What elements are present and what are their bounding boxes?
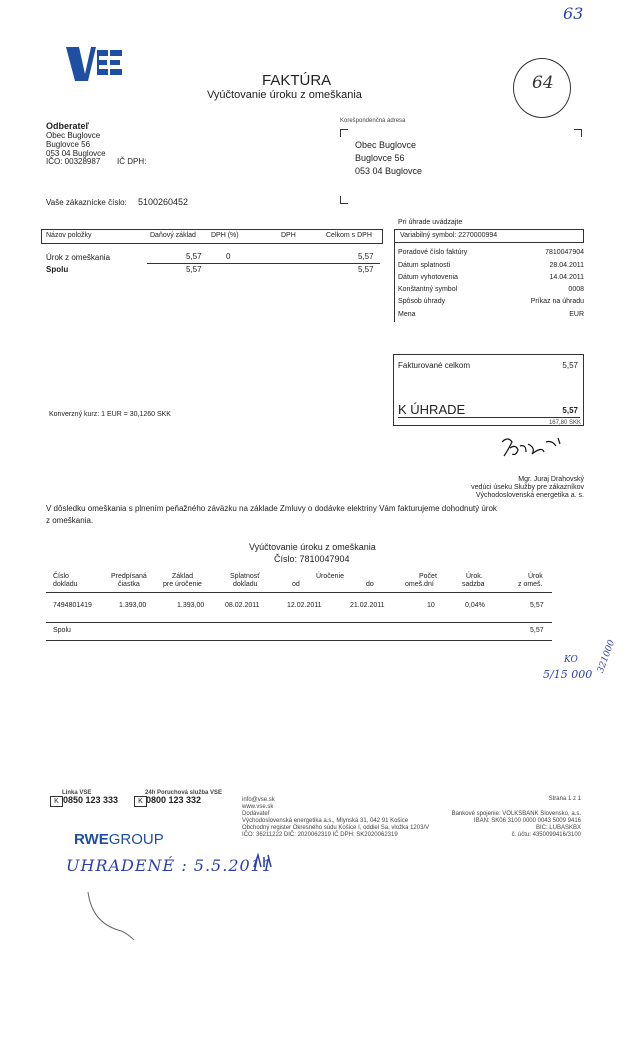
emergency-number: 0800 123 332: [146, 795, 202, 805]
due-date-label: Dátum splatnosti: [398, 262, 451, 269]
rwe-brand: RWE: [74, 831, 109, 848]
interest-row-to: 21.02.2011: [350, 602, 385, 609]
col-prescribed-1: Predpísaná: [111, 573, 147, 580]
col-interest-2: z omeš.: [518, 581, 543, 588]
handwritten-signature: [498, 434, 568, 467]
customer-street: Buglovce 56: [46, 140, 91, 149]
interest-row-interest: 5,57: [530, 602, 544, 609]
signatory-name: Mgr. Juraj Drahovský: [518, 476, 584, 483]
issue-date-label: Dátum vyhotovenia: [398, 274, 458, 281]
amount-due-rule: [398, 417, 580, 418]
amount-due-value: 5,57: [562, 406, 578, 415]
constant-symbol-label: Konštantný symbol: [398, 286, 458, 293]
customer-number-value: 5100260452: [138, 197, 189, 207]
handwritten-initials: 63: [563, 4, 584, 23]
bank-line-2: IBAN: SK06 3100 0000 0043 5009 9416: [473, 818, 581, 824]
col-tax-base: Daňový základ: [150, 232, 196, 239]
handwritten-code: 321000: [596, 638, 618, 675]
interest-row-rate: 0,04%: [465, 602, 485, 609]
handwritten-amount: 5/15 000: [543, 668, 593, 681]
correspondence-name: Obec Buglovce: [355, 140, 417, 150]
payment-note: Pri úhrade uvádzajte: [398, 219, 463, 226]
col-base-1: Základ: [172, 573, 194, 580]
customer-label: Odberateľ: [46, 121, 89, 131]
col-to: do: [366, 581, 374, 588]
col-total: Celkom s DPH: [326, 232, 372, 239]
constant-symbol-value: 0008: [568, 286, 584, 293]
phone-icon: K: [50, 796, 63, 807]
interest-row-days: 10: [427, 602, 435, 609]
amount-due-skk: 167,80 SKK: [548, 420, 581, 426]
payment-method-value: Príkaz na úhradu: [530, 298, 584, 305]
invoice-subtitle: Vyúčtovanie úroku z omeškania: [207, 89, 362, 101]
col-doc-2: dokladu: [53, 581, 78, 588]
corner-mark: [340, 129, 348, 137]
invoice-number-label: Poradové číslo faktúry: [398, 249, 468, 256]
correspondence-city: 053 04 Buglovce: [355, 166, 423, 176]
customer-ic-dph: IČ DPH:: [117, 157, 147, 166]
handwritten-ko: KO: [564, 655, 578, 665]
statement-line-2: z omeškania.: [46, 516, 94, 525]
items-total-sum: 5,57: [358, 265, 374, 274]
payment-info-left-rule: [394, 242, 395, 322]
corner-mark: [340, 196, 348, 204]
items-total-base: 5,57: [186, 265, 202, 274]
variable-symbol: Variabilný symbol: 2270000994: [400, 232, 498, 239]
handwritten-circle-number: 64: [532, 73, 554, 93]
item-row-total: 5,57: [358, 252, 374, 261]
col-maturity-2: dokladu: [233, 581, 258, 588]
corner-mark: [574, 129, 582, 137]
item-row-vat-percent: 0: [226, 252, 231, 261]
interest-table-title: Vyúčtovanie úroku z omeškania: [249, 542, 376, 552]
interest-header-rule: [46, 592, 552, 593]
col-vat-percent: DPH (%): [211, 232, 239, 239]
bank-line-3: BIC: LUBASKBX: [535, 825, 581, 831]
paper-curl: [86, 890, 146, 945]
col-from: od: [292, 581, 300, 588]
supplier-line-2: Obchodný register Okresného súdu Košice I, oddiel Sa, vložka 1203/V: [242, 825, 430, 831]
interest-total-value: 5,57: [530, 627, 544, 634]
col-accrual: Úročenie: [316, 573, 345, 580]
signatory-company: Východoslovenská energetika a. s.: [475, 492, 584, 499]
interest-row-doc: 7494801419: [53, 602, 92, 609]
customer-ico: IČO: 00328987: [46, 157, 101, 166]
invoiced-total-label: Fakturované celkom: [398, 361, 471, 370]
col-base-2: pre úročenie: [163, 581, 202, 588]
statement-line-1: V dôsledku omeškania s plnením peňažného záväzku na základe Zmluvy o dodávke elektriny Vám fakturujeme dohodnutý úrok: [46, 504, 497, 513]
col-maturity-1: Splatnosť: [230, 573, 260, 580]
invoice-title: FAKTÚRA: [262, 72, 332, 89]
item-row-name: Úrok z omeškania: [46, 253, 111, 262]
interest-row-prescribed: 1.393,00: [119, 602, 147, 609]
interest-bottom-rule: [46, 640, 552, 641]
supplier-label: Dodávateľ: [242, 811, 270, 817]
phone-icon: K: [134, 796, 147, 807]
emergency-label: 24h Poruchová služba VSE: [145, 790, 223, 796]
col-item-name: Názov položky: [46, 232, 92, 239]
currency-value: EUR: [569, 311, 584, 318]
amount-due-label: K ÚHRADE: [398, 402, 466, 417]
col-doc-1: Číslo: [53, 573, 69, 580]
col-prescribed-2: čiastka: [118, 581, 140, 588]
line-label: Linka VSE: [62, 790, 92, 796]
signatory-role: vedúci úseku Služby pre zákazníkov: [471, 484, 584, 491]
item-row-base: 5,57: [186, 252, 202, 261]
interest-row-base: 1.393,00: [177, 602, 205, 609]
issue-date-value: 14.04.2011: [549, 274, 584, 281]
col-days-1: Počet: [419, 573, 437, 580]
items-total-label: Spolu: [46, 265, 69, 274]
currency-label: Mena: [398, 311, 416, 318]
due-date-value: 28.04.2011: [549, 262, 584, 269]
payment-method-label: Spôsob úhrady: [398, 298, 446, 305]
col-interest-1: Úrok: [528, 573, 543, 580]
col-rate-1: Úrok.: [466, 573, 483, 580]
rwe-group-suffix: GROUP: [108, 831, 164, 848]
page-number: Strana 1 z 1: [548, 796, 581, 802]
conversion-rate: Konverzný kurz: 1 EUR = 30,1260 SKK: [49, 411, 171, 418]
bank-line-1: Bankové spojenie: VOLKSBANK Slovensko, a.s.: [451, 811, 581, 817]
correspondence-street: Buglovce 56: [355, 153, 405, 163]
line-number: 0850 123 333: [63, 795, 119, 805]
supplier-line-3: IČO: 36211222 DIČ: 2020062319 IČ DPH: SK2020062319: [242, 832, 398, 838]
interest-total-rule: [46, 622, 552, 623]
invoiced-total-value: 5,57: [562, 361, 578, 370]
bank-line-4: č. účtu: 4350099416/3100: [511, 832, 581, 838]
col-rate-2: sadzba: [462, 581, 485, 588]
customer-name: Obec Buglovce: [46, 131, 101, 140]
col-days-2: omeš.dní: [405, 581, 434, 588]
footer-web[interactable]: www.vse.sk: [242, 804, 274, 810]
supplier-line-1: Východoslovenská energetika a.s., Mlynská 31, 042 91 Košice: [242, 818, 409, 824]
rwe-group-logo: [74, 831, 164, 848]
interest-table-number: Číslo: 7810047904: [274, 554, 350, 564]
handwritten-paid-note: UHRADENÉ : 5.5.2011: [66, 856, 274, 875]
handwritten-initials-mark: [252, 853, 276, 876]
interest-total-label: Spolu: [53, 627, 71, 634]
customer-city: 053 04 Buglovce: [46, 149, 106, 158]
customer-number-label: Vaše zákaznícke číslo:: [46, 198, 127, 207]
interest-row-maturity: 08.02.2011: [225, 602, 260, 609]
invoice-number-value: 7810047904: [545, 249, 584, 256]
vse-logo: [66, 47, 123, 81]
correspondence-label: Korešpondenčná adresa: [340, 118, 406, 124]
footer-email[interactable]: info@vse.sk: [242, 797, 275, 803]
item-total-rule: [147, 263, 380, 264]
col-vat: DPH: [281, 232, 296, 239]
interest-row-from: 12.02.2011: [287, 602, 322, 609]
